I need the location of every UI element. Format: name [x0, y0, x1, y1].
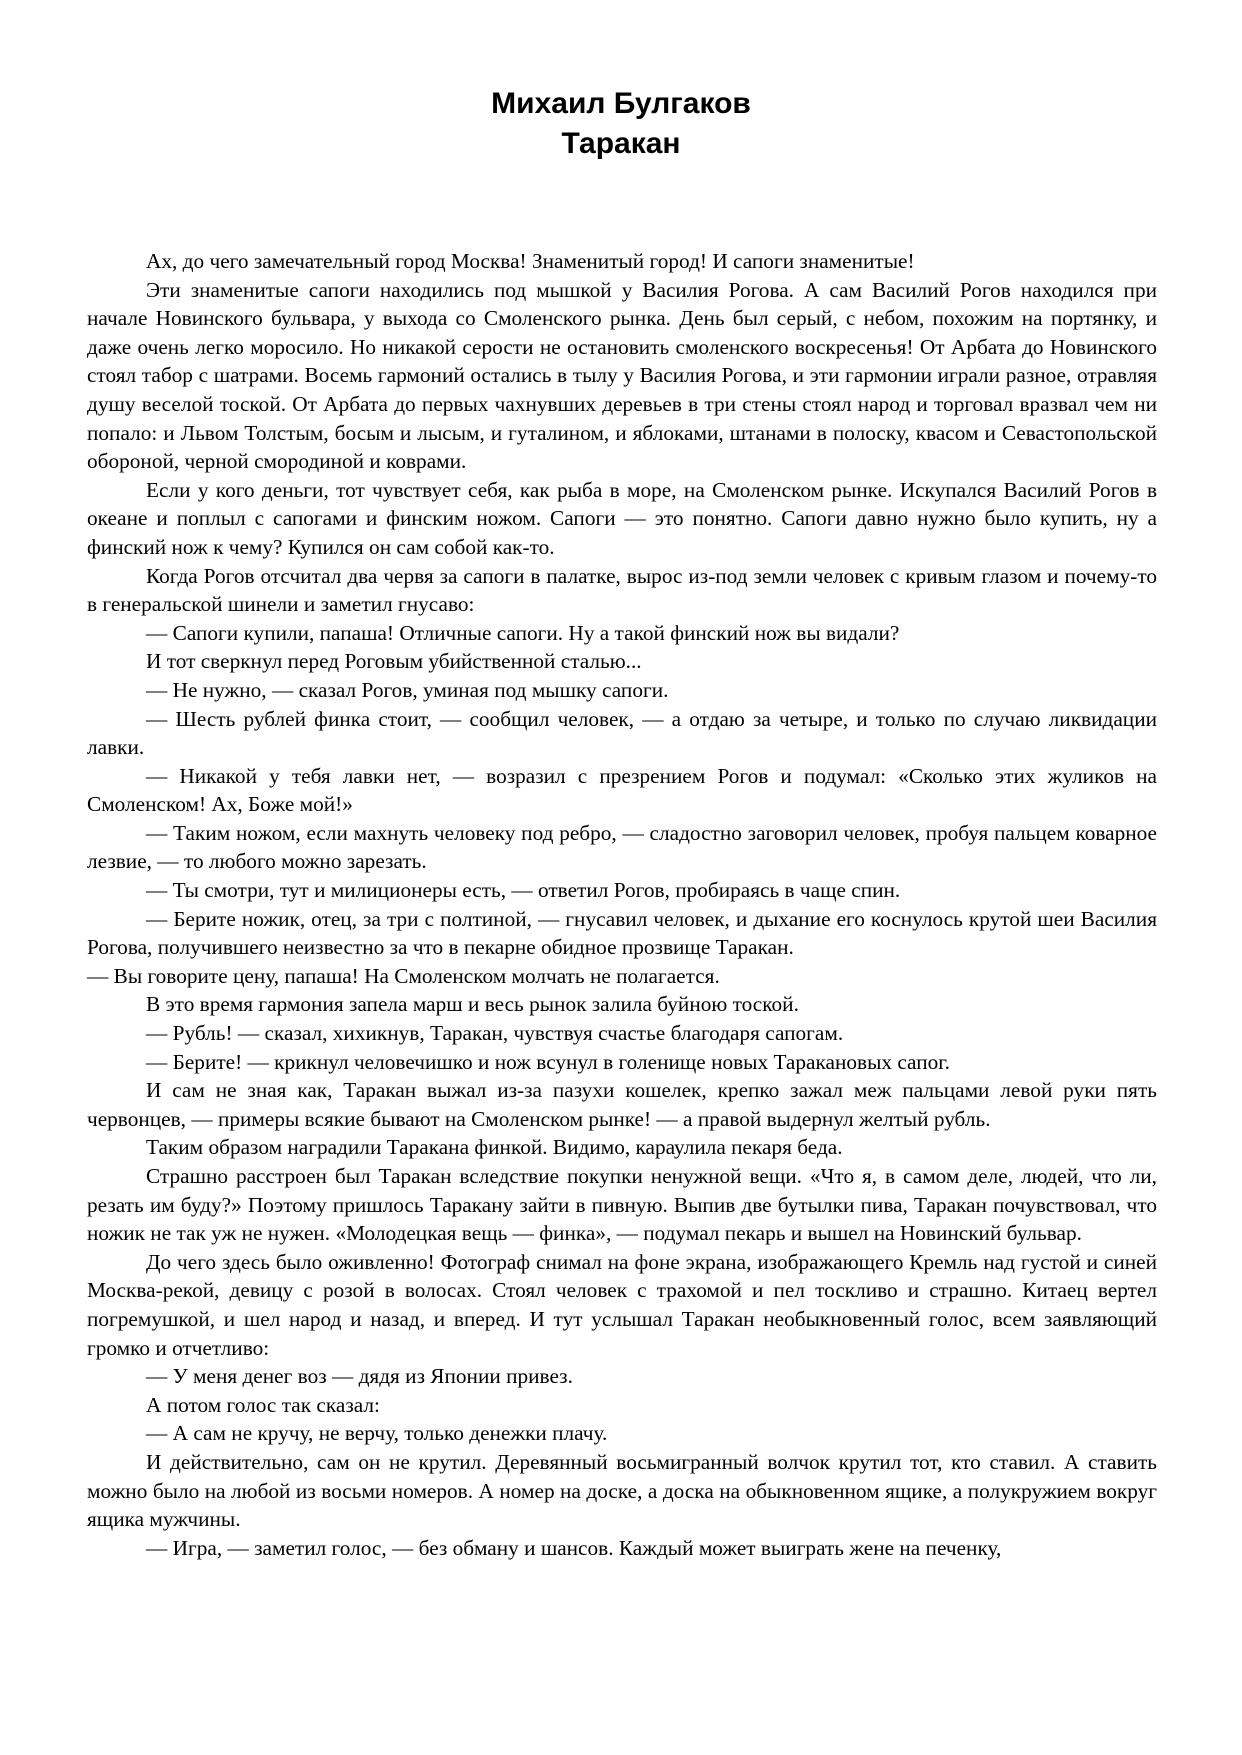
paragraph: Таким образом наградили Таракана финкой. Видимо, караулила пекаря беда.: [146, 1135, 843, 1160]
paragraph: Ах, до чего замечательный город Москва! Знаменитый город! И сапоги знаменитые!: [146, 249, 915, 273]
paragraph: В это время гармония запела марш и весь рынок залила буйною тоской.: [146, 992, 799, 1017]
paragraph: — Шесть рублей финка стоит, — сообщил человек, — а отдаю за четыре, и только по случаю ликвидации лавки.: [87, 706, 1157, 760]
paragraph: — Рубль! — сказал, хихикнув, Таракан, чувствуя счастье благодаря сапогам.: [146, 1021, 844, 1046]
story-title: Таракан: [561, 127, 681, 160]
paragraph: И действительно, сам он не крутил. Деревянный восьмигранный волчок крутил тот, кто ставил. А ставить можно было на любой из восьми номеров. А номер на доске, а доска на обыкновенном ящике, а полукружием вокруг ящика мужчины.: [87, 1449, 1157, 1532]
paragraph: — Вы говорите цену, папаша! На Смоленском молчать не полагается.: [87, 963, 720, 988]
paragraph: Страшно расстроен был Таракан вследствие покупки ненужной вещи. «Что я, в самом деле, людей, что ли, резать им буду?» Поэтому пришлось Таракану зайти в пивную. Выпив две бутылки пива, Таракан почувствовал, что ножик не так уж не нужен. «Молодецкая вещь — финка», — подумал пекарь и вышел на Новинский бульвар.: [87, 1164, 1157, 1246]
paragraph: — Таким ножом, если махнуть человеку под ребро, — сладостно заговорил человек, пробуя пальцем коварное лезвие, — то любого можно зарезать.: [87, 820, 1157, 874]
title-block: [0, 84, 1242, 164]
paragraph: — Никакой у тебя лавки нет, — возразил с презрением Рогов и подумал: «Сколько этих жуликов на Смоленском! Ах, Боже мой!»: [87, 763, 1157, 817]
paragraph: — Игра, — заметил голос, — без обману и шансов. Каждый может выиграть жене на печенку,: [146, 1535, 1002, 1560]
paragraph: Когда Рогов отсчитал два червя за сапоги в палатке, вырос из-под земли человек с кривым глазом и почему-то в генеральской шинели и заметил гнусаво:: [87, 563, 1157, 617]
paragraph: До чего здесь было оживленно! Фотограф снимал на фоне экрана, изображающего Кремль над густой и синей Москва-рекой, девицу с розой в волосах. Стоял человек с трахомой и пел тоскливо и страшно. Китаец вертел погремушкой, и шел народ и назад, и вперед. И тут услышал Таракан необыкновенный голос, всем заявляющий громко и отчетливо:: [87, 1249, 1157, 1360]
paragraph: И сам не зная как, Таракан выжал из-за пазухи кошелек, крепко зажал меж пальцами левой руки пять червонцев, — примеры всякие бывают на Смоленском рынке! — а правой выдернул желтый рубль.: [87, 1078, 1157, 1131]
paragraph: Если у кого деньги, тот чувствует себя, как рыба в море, на Смоленском рынке. Искупался Василий Рогов в океане и поплыл с сапогами и финским ножом. Сапоги — это понятно. Сапоги давно нужно было купить, ну а финский нож к чему? Купился он сам собой как-то.: [87, 477, 1157, 559]
paragraph: — Берите ножик, отец, за три с полтиной, — гнусавил человек, и дыхание его коснулось крутой шеи Василия Рогова, получившего неизвестно за что в пекарне обидное прозвище Таракан.: [87, 906, 1157, 960]
paragraph: — А сам не кручу, не верчу, только денежки плачу.: [146, 1421, 608, 1446]
paragraph: — Берите! — крикнул человечишко и нож всунул в голенище новых Таракановых сапог.: [146, 1049, 950, 1074]
paragraph: — Ты смотри, тут и милиционеры есть, — ответил Рогов, пробираясь в чаще спин.: [146, 878, 901, 903]
paragraph: Эти знаменитые сапоги находились под мышкой у Василия Рогова. А сам Василий Рогов находился при начале Новинского бульвара, у выхода со Смоленского рынка. День был серый, с небом, похожим на портянку, и даже очень легко моросило. Но никакой серости не остановить смоленского воскресенья! От Арбата до Новинского стоял табор с шатрами. Восемь гармоний остались в тылу у Василия Рогова, и эти гармонии играли разное, отравляя душу веселой тоской. От Арбата до первых чахнувших деревьев в три стены стоял народ и торговал вразвал чем ни попало: и Львом Толстым, босым и лысым, и гуталином, и яблоками, штанами в полоску, квасом и Севастопольской обороной, черной смородиной и коврами.: [87, 277, 1157, 474]
paragraph: — У меня денег воз — дядя из Японии привез.: [146, 1364, 573, 1389]
paragraph: — Сапоги купили, папаша! Отличные сапоги. Ну а такой финский нож вы видали?: [146, 620, 900, 645]
paragraph: И тот сверкнул перед Роговым убийственной сталью...: [146, 649, 642, 674]
author-name: Михаил Булгаков: [491, 87, 751, 120]
paragraph: А потом голос так сказал:: [146, 1392, 380, 1417]
paragraph: — Не нужно, — сказал Рогов, уминая под мышку сапоги.: [146, 677, 669, 702]
story-body: [87, 247, 1157, 1562]
